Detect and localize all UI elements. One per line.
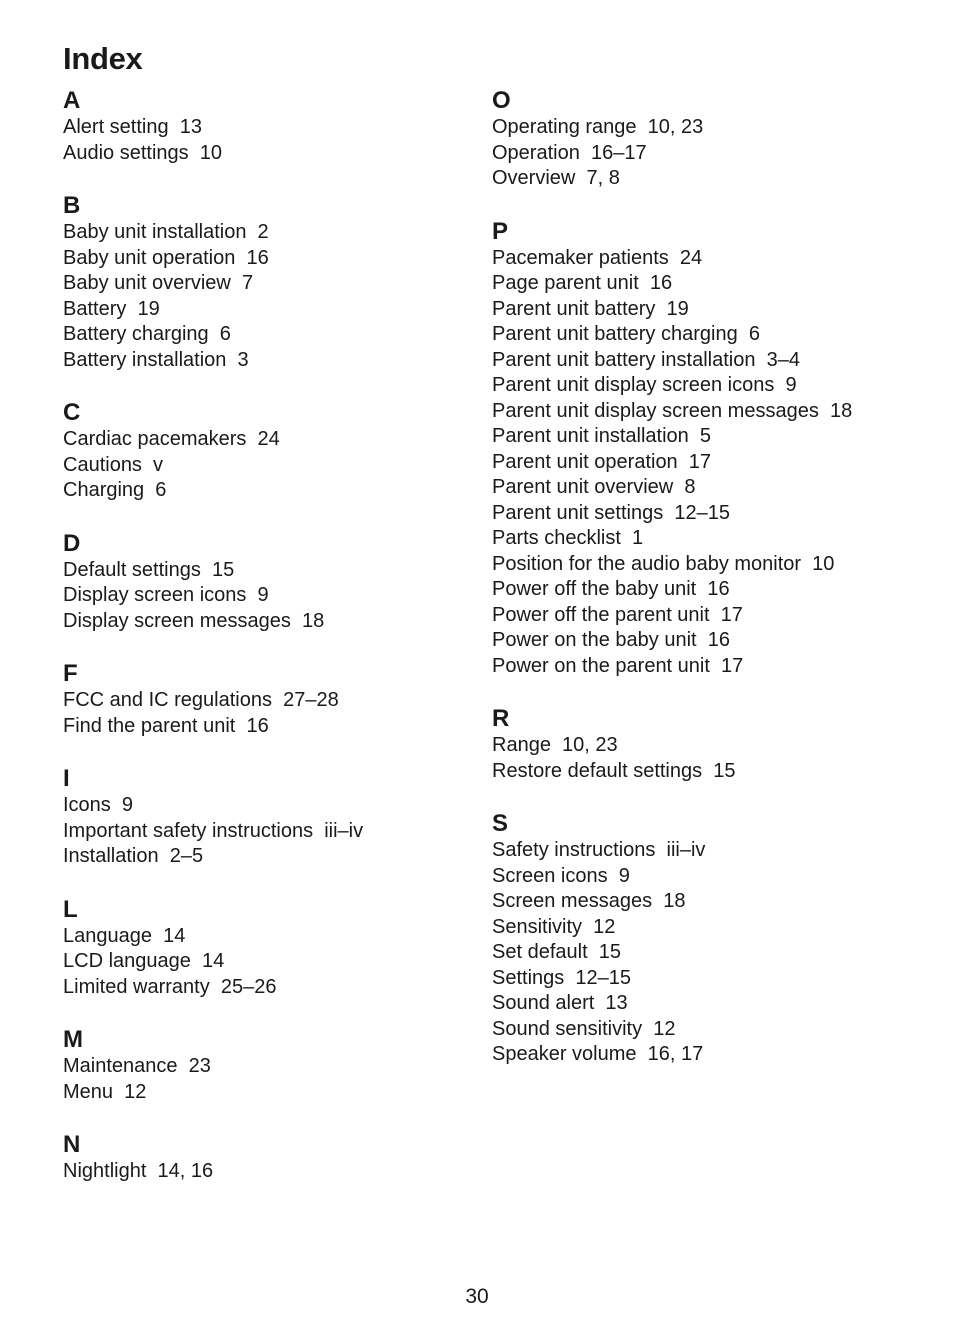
- index-entry: Sound sensitivity 12: [492, 1017, 676, 1040]
- index-entry: Display screen messages 18: [63, 609, 325, 632]
- index-entry: Safety instructions iii–iv: [492, 839, 706, 861]
- index-section-b: [63, 191, 463, 373]
- index-entry: Parent unit battery charging 6: [492, 323, 760, 345]
- index-entry: Menu 12: [63, 1080, 147, 1103]
- index-section-a: [63, 86, 463, 166]
- section-letter-heading: A: [63, 87, 81, 114]
- index-entry: Power on the parent unit 17: [492, 654, 744, 677]
- index-section-l: [63, 895, 463, 1001]
- section-letter-heading: N: [63, 1131, 81, 1158]
- index-entry: Language 14: [63, 924, 186, 947]
- index-section-p: [492, 217, 932, 680]
- index-entry: FCC and IC regulations 27–28: [63, 689, 339, 711]
- index-entry: Parent unit battery 19: [492, 297, 689, 320]
- index-entry: Find the parent unit 16: [63, 714, 269, 737]
- section-letter-heading: D: [63, 529, 81, 557]
- index-entry: Set default 15: [492, 941, 621, 963]
- index-entry: Sound alert 13: [492, 992, 628, 1014]
- section-letter-heading: P: [492, 217, 509, 245]
- index-entry: Baby unit overview 7: [63, 272, 254, 294]
- index-entry: Parent unit battery installation 3–4: [492, 348, 800, 371]
- index-entry: Parent unit display screen icons 9: [492, 374, 797, 396]
- index-section-o: [492, 86, 932, 192]
- index-entry: Default settings 15: [63, 558, 235, 581]
- index-section-d: [63, 529, 463, 635]
- index-entry: Operating range 10, 23: [492, 116, 704, 138]
- index-section-i: [63, 764, 463, 870]
- index-entry: Power off the parent unit 17: [492, 603, 743, 626]
- index-entry: Operation 16–17: [492, 141, 647, 164]
- index-entry: Battery 19: [63, 297, 160, 320]
- index-entry: Position for the audio baby monitor 10: [492, 552, 835, 575]
- index-entry: Battery installation 3: [63, 348, 249, 371]
- index-entry: Overview 7, 8: [492, 167, 620, 189]
- section-letter-heading: B: [63, 192, 81, 219]
- index-entry: Power on the baby unit 16: [492, 629, 730, 651]
- index-column-left: [63, 86, 463, 1210]
- index-entry: Alert setting 13: [63, 116, 202, 138]
- index-entry: Parts checklist 1: [492, 527, 644, 549]
- index-entry: Maintenance 23: [63, 1055, 211, 1077]
- index-entry: Parent unit installation 5: [492, 425, 712, 447]
- index-entry: Power off the baby unit 16: [492, 578, 730, 600]
- index-entry: Parent unit overview 8: [492, 476, 696, 498]
- index-entry: Cautions v: [63, 453, 164, 476]
- index-entry: Page parent unit 16: [492, 272, 673, 294]
- index-column-right: [492, 86, 932, 1093]
- index-entry: Battery charging 6: [63, 323, 231, 345]
- section-letter-heading: I: [63, 765, 70, 792]
- index-entry: Installation 2–5: [63, 845, 204, 867]
- index-entry: Restore default settings 15: [492, 759, 736, 782]
- section-letter-heading: M: [63, 1026, 83, 1053]
- index-entry: Speaker volume 16, 17: [492, 1043, 704, 1065]
- index-section-n: [63, 1130, 463, 1185]
- index-section-c: [63, 398, 463, 504]
- index-section-s: [492, 809, 932, 1068]
- index-entry: Screen messages 18: [492, 890, 686, 912]
- page-title: Index: [63, 41, 143, 76]
- index-entry: LCD language 14: [63, 950, 225, 972]
- section-letter-heading: C: [63, 399, 81, 426]
- index-entry: Audio settings 10: [63, 141, 222, 164]
- index-entry: Display screen icons 9: [63, 584, 269, 606]
- index-entry: Pacemaker patients 24: [492, 246, 703, 269]
- section-letter-heading: L: [63, 895, 78, 923]
- index-entry: Nightlight 14, 16: [63, 1160, 214, 1182]
- section-letter-heading: S: [492, 810, 509, 837]
- index-entry: Settings 12–15: [492, 966, 631, 989]
- index-entry: Baby unit installation 2: [63, 221, 269, 243]
- index-entry: Range 10, 23: [492, 734, 618, 756]
- index-entry: Parent unit settings 12–15: [492, 501, 730, 524]
- index-entry: Icons 9: [63, 794, 134, 816]
- index-entry: Cardiac pacemakers 24: [63, 428, 280, 450]
- section-letter-heading: O: [492, 87, 511, 114]
- index-entry: Screen icons 9: [492, 864, 630, 887]
- page-number: 30: [465, 1285, 489, 1308]
- index-entry: Limited warranty 25–26: [63, 975, 277, 998]
- index-section-f: [63, 659, 463, 739]
- index-entry: Parent unit display screen messages 18: [492, 399, 853, 422]
- index-entry: Charging 6: [63, 479, 167, 501]
- section-letter-heading: R: [492, 705, 510, 732]
- index-entry: Parent unit operation 17: [492, 450, 712, 473]
- index-entry: Baby unit operation 16: [63, 246, 269, 269]
- section-letter-heading: F: [63, 660, 78, 687]
- index-section-m: [63, 1025, 463, 1105]
- index-section-r: [492, 704, 932, 784]
- index-entry: Important safety instructions iii–iv: [63, 819, 364, 842]
- index-entry: Sensitivity 12: [492, 915, 616, 938]
